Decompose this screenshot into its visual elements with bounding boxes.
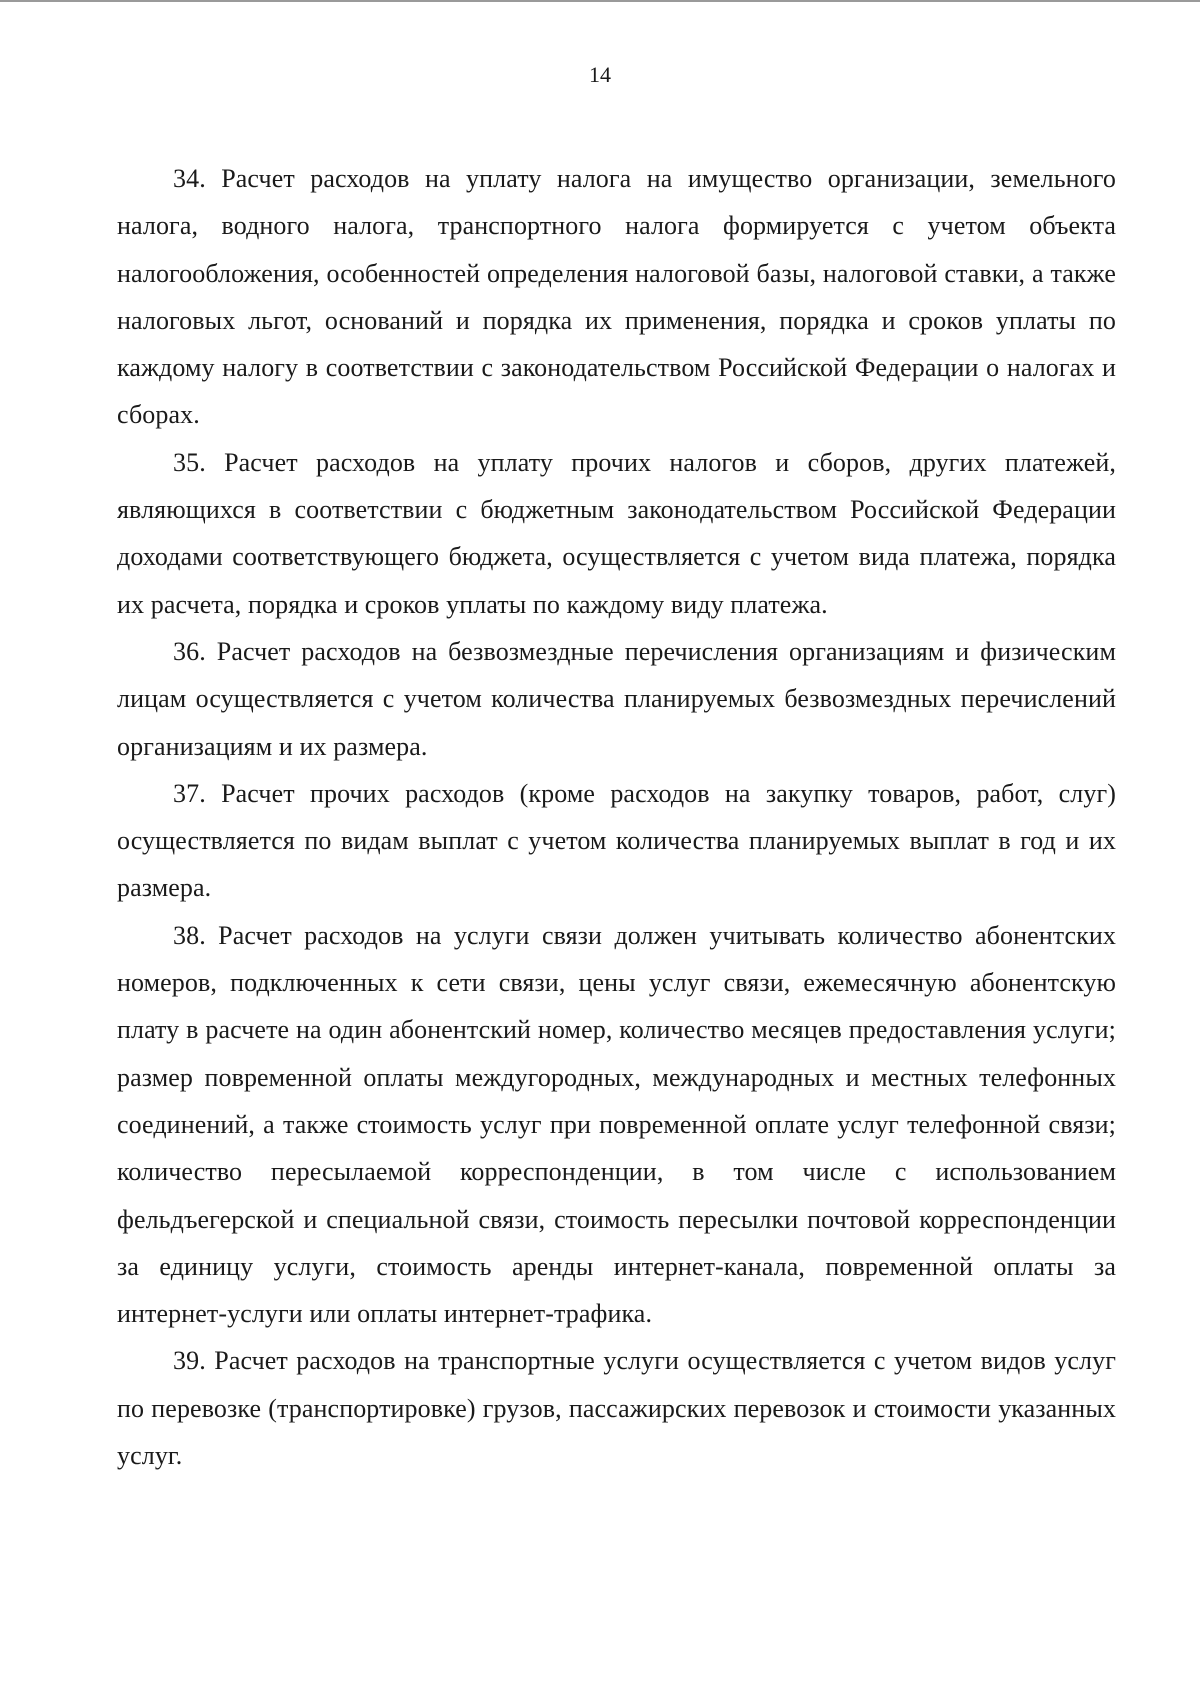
paragraph-34: 34. Расчет расходов на уплату налога на имущество организации, земельного налога, водного налога, транспортного налога формируется с учетом объекта налогообложения, особенностей определения налоговой базы, налоговой ставки, а также налоговых льгот, оснований и порядка их применения, порядка и сроков уплаты по каждому налогу в соответствии с законодательством Российской Федерации о налогах и сборах.: [117, 164, 1116, 430]
paragraph-38: 38. Расчет расходов на услуги связи должен учитывать количество абонентских номеров, подключенных к сети связи, цены услуг связи, ежемесячную абонентскую плату в расчете на один абонентский номер, количество месяцев предоставления услуги; размер повременной оплаты междугородных, международных и местных телефонных соединений, а также стоимость услуг при повременной оплате услуг телефонной связи; количество пересылаемой корреспонденции, в том числе с использованием фельдъегерской и специальной связи, стоимость пересылки почтовой корреспонденции за единицу услуги, стоимость аренды интернет-канала, повременной оплаты за интернет-услуги или оплаты интернет-трафика.: [117, 920, 1116, 1329]
paragraph-39: 39. Расчет расходов на транспортные услуги осуществляется с учетом видов услуг по перевозке (транспортировке) грузов, пассажирских перевозок и стоимости указанных услуг.: [117, 1346, 1116, 1471]
paragraph-37: 37. Расчет прочих расходов (кроме расходов на закупку товаров, работ, слуг) осуществляется по видам выплат с учетом количества планируемых выплат в год и их размера.: [117, 778, 1116, 903]
paragraph-35: 35. Расчет расходов на уплату прочих налогов и сборов, других платежей, являющихся в соответствии с бюджетным законодательством Российской Федерации доходами соответствующего бюджета, осуществляется с учетом вида платежа, порядка их расчета, порядка и сроков уплаты по каждому виду платежа.: [117, 447, 1116, 619]
document-body: [117, 155, 1116, 1479]
paragraph-36: 36. Расчет расходов на безвозмездные перечисления организациям и физическим лицам осуществляется с учетом количества планируемых безвозмездных перечислений организациям и их размера.: [117, 636, 1116, 761]
page-number: 14: [589, 62, 611, 87]
scan-edge-line: [0, 0, 1200, 2]
